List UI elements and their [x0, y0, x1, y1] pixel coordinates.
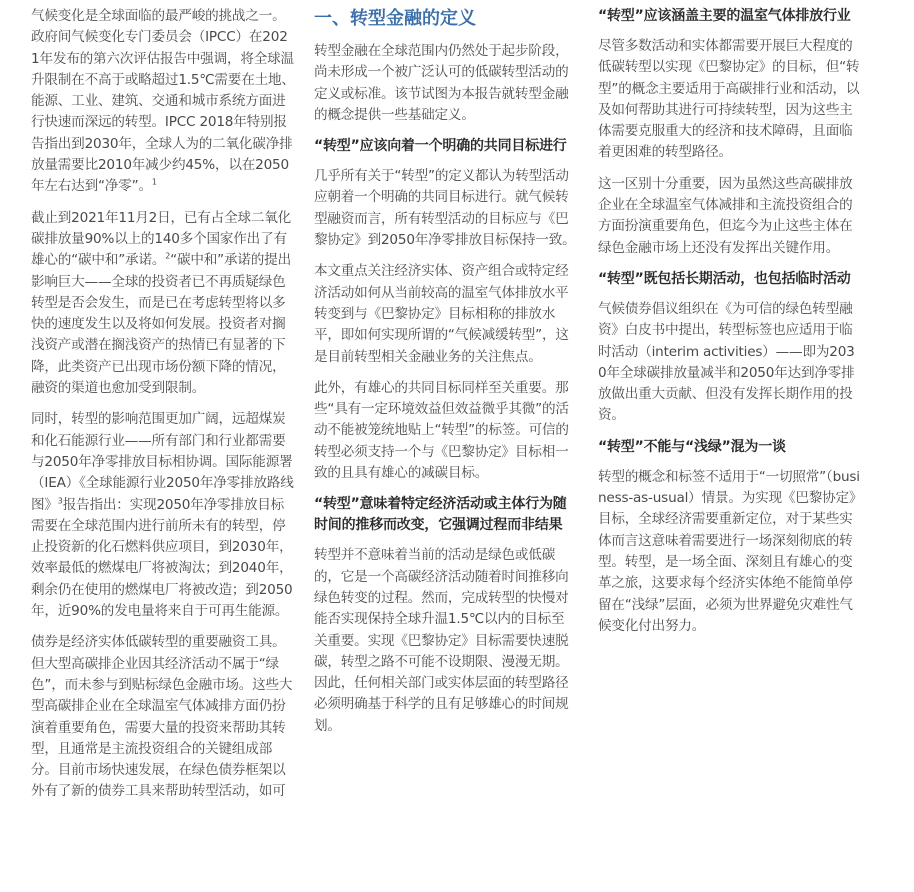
paragraph: 转型并不意味着当前的活动是绿色或低碳的，它是一个高碳经济活动随着时间推移向绿色转变的过程。然而，完成转型的快慢对能否实现保持全球升温1.5℃以内的目标至关重要。实现《巴黎协定》目标需要快速脱碳，转型之路不可能不设期限、漫漫无期。因此，任何相关部门或实体层面的转型路径必须明确基于科学的且有足够雄心的时间规划。 [314, 547, 569, 734]
footnote-ref[interactable]: 1 [151, 177, 157, 187]
paragraph: 尽管多数活动和实体都需要开展巨大程度的低碳转型以实现《巴黎协定》的目标，但“转型”的概念主要适用于高碳排行业和活动，以及如何帮助其进行可持续转型，因为这些主体需要克服重大的经济和技术障碍，且面临着更困难的转型路径。 [598, 38, 860, 161]
subheading: “转型”应该向着一个明确的共同目标进行 [314, 138, 567, 155]
paragraph: 债券是经济实体低碳转型的重要融资工具。但大型高碳排企业因其经济活动不属于“绿色”，而未参与到贴标绿色金融市场。这些大型高碳排企业在全球温室气体减排方面仍扮演着重要角色，需要大量的投资来帮助其转型，且通常是主流投资组合的关键组成部分。目前市场快速发展，在绿色债券框架以外有了新的债券工具来帮助转型活动，如可 [31, 634, 293, 800]
subheading: “转型”应该涵盖主要的温室气体排放行业 [598, 8, 851, 24]
subheading: “转型”意味着特定经济活动或主体行为随时间的推移而改变，它强调过程而非结果 [314, 496, 567, 534]
column-3 [598, 6, 860, 647]
section-title: 一、转型金融的定义 [314, 8, 476, 29]
paragraph: 几乎所有关于“转型”的定义都认为转型活动应朝着一个明确的共同目标进行。就气候转型融资而言，所有转型活动的目标应与《巴黎协定》到2050年净零排放目标保持一致。 [314, 168, 576, 249]
intro-paragraph: 转型金融在全球范围内仍然处于起步阶段，尚未形成一个被广泛认可的低碳转型活动的定义或标准。该节试图为本报告就转型金融的概念提供一些基础定义。 [314, 43, 569, 123]
footnote-ref[interactable]: 2 [165, 251, 171, 261]
subheading: “转型”既包括长期活动，也包括临时活动 [598, 270, 851, 287]
paragraph: 这一区别十分重要，因为虽然这些高碳排放企业在全球温室气体减排和主流投资组合的方面扮演重要角色，但迄今为止这些主体在绿色金融市场上还没有发挥出关键作用。 [598, 175, 853, 256]
paragraph: 气候变化是全球面临的最严峻的挑战之一。政府间气候变化专门委员会（IPCC）在2021年发布的第六次评估报告中强调，将全球温升限制在不高于或略超过1.5℃需要在土地、能源、工业、建筑、交通和城市系统方面进行快速而深远的转型。IPCC 2018年特别报告指出到2030年，全球人为的二氧化碳净排放量需要比2010年减少约45%，以在2050年左右达到“净零”。$^1$ [31, 8, 295, 195]
footnote-ref[interactable]: 3 [57, 496, 63, 505]
subheading: “转型”不能与“浅绿”混为一谈 [598, 438, 786, 455]
paragraph: 本文重点关注经济实体、资产组合或特定经济活动如何从当前较高的温室气体排放水平转变到与《巴黎协定》目标相称的排放水平，即如何实现所谓的“气候减缓转型”，这是目前转型相关金融业务的关注焦点。 [314, 263, 569, 365]
paragraph: 截止到2021年11月2日，已有占全球二氧化碳排放量90%以上的140多个国家作出了有雄心的“碳中和”承诺。$^2$“碳中和”承诺的提出影响巨大——全球的投资者已不再质疑绿色转型是否会发生，而是已在考虑转型将以多快的速度发生以及将如何发展。投资者对搁浅资产或潜在搁浅资产的热情已有显著的下降，此类资产已出现市场份额下降的情况，融资的渠道也愈加受到限制。 [31, 209, 292, 397]
paragraph: 转型的概念和标签不适用于“一切照常”（business-as-usual）情景。为实现《巴黎协定》目标，全球经济需要重新定位，对于某些实体而言这意味着需要进行一场深刻彻底的转型。转型，是一场全面、深刻且有雄心的变革之旅，这要求每个经济实体绝不能简单停留在“浅绿”层面，必须为世界避免灾难性气候变化付出努力。 [598, 468, 860, 634]
paragraph: 此外，有雄心的共同目标同样至关重要。那些“具有一定环境效益但效益微乎其微”的活动不能被笼统地贴上“转型”的标签。可信的转型必须支持一个与《巴黎协定》目标相一致的且具有雄心的减碳目标。 [314, 379, 569, 482]
column-2 [314, 6, 576, 747]
column-1 [31, 6, 295, 813]
paragraph: 同时，转型的影响范围更加广阔，远超煤炭和化石能源行业——所有部门和行业都需要与2050年净零排放目标相协调。国际能源署（IEA）《全球能源行业2050年净零排放路线图》$^3$报告指出：实现2050年净零排放目标需要在全球范围内进行前所未有的转型，停止投资新的化石燃料供应项目，到2030年，效率最低的燃煤电厂将被淘汰；到2040年，剩余仍在使用的燃煤电厂将被改造；到2050年，近90%的发电量将来自于可再生能源。 [31, 411, 294, 620]
paragraph: 气候债券倡议组织在《为可信的绿色转型融资》白皮书中提出，转型标签也应适用于临时活动（interim activities）——即为2030年全球碳排放量减半和2050年达到净零排放做出重大贡献、但没有发挥长期作用的投资。 [598, 300, 855, 424]
